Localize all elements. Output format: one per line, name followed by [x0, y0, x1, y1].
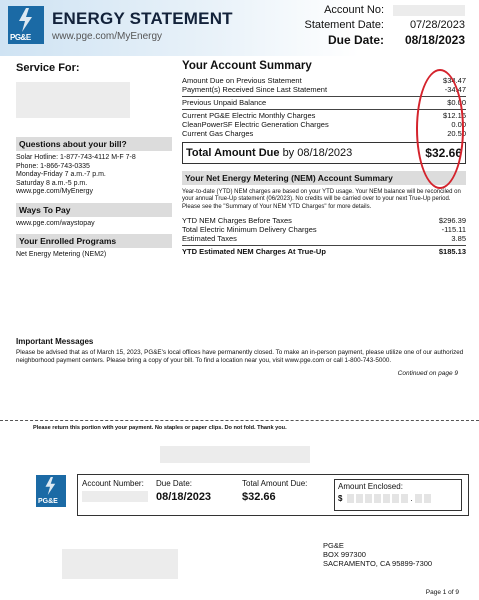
lightning-icon [16, 8, 34, 32]
nem-row-label: Total Electric Minimum Delivery Charges [182, 224, 317, 234]
return-note: Please return this portion with your payment. No staples or paper clips. Do not fold. Thank you. [33, 425, 287, 431]
stub-logo-text: PG&E [38, 498, 58, 505]
remit-address [323, 541, 432, 568]
digit-box[interactable] [424, 494, 431, 503]
contact-line: Solar Hotline: 1-877-743-4112 M-F 7-8 [16, 154, 136, 161]
mailing-address-redacted [62, 549, 178, 579]
account-number-row [289, 4, 465, 16]
summary-row-label: Current PG&E Electric Monthly Charges [182, 111, 316, 120]
divider [182, 245, 466, 246]
nem-row-label: Estimated Taxes [182, 233, 237, 243]
questions-header: Questions about your bill? [16, 137, 172, 151]
nem-total-row [182, 247, 466, 256]
digit-box[interactable] [347, 494, 354, 503]
header-url: www.pge.com/MyEnergy [52, 31, 163, 42]
stub-barcode-redacted [160, 446, 310, 463]
digit-box[interactable] [356, 494, 363, 503]
total-amount-due-value: $32.66 [425, 146, 462, 160]
programs-line: Net Energy Metering (NEM2) [16, 251, 107, 258]
summary-row-label: Previous Unpaid Balance [182, 98, 267, 107]
digit-box[interactable] [383, 494, 390, 503]
pge-logo [8, 6, 44, 44]
ways-to-pay-header: Ways To Pay [16, 203, 172, 217]
contact-link[interactable]: www.pge.com/MyEnergy [16, 188, 94, 195]
stub-account-number [82, 479, 148, 504]
digit-box[interactable] [392, 494, 399, 503]
amount-enclosed-digits[interactable] [338, 494, 458, 503]
programs-header: Your Enrolled Programs [16, 234, 172, 248]
nem-row [182, 225, 466, 234]
decimal-point: . [410, 494, 413, 503]
nem-total-amount: $185.13 [438, 246, 466, 256]
dollar-sign: $ [338, 494, 343, 503]
service-address-redacted [16, 82, 130, 118]
stub-pge-logo [36, 475, 66, 507]
continued-note: Continued on page 9 [397, 370, 458, 377]
nem-row-label: YTD NEM Charges Before Taxes [182, 215, 292, 225]
summary-row-label: Amount Due on Previous Statement [182, 76, 302, 85]
important-messages [16, 337, 464, 377]
digit-box[interactable] [415, 494, 422, 503]
nem-row-amount: $296.39 [438, 215, 466, 225]
red-annotation-ellipse [416, 69, 464, 189]
stub-account-number-label: Account Number: [82, 479, 144, 488]
nem-summary-header: Your Net Energy Metering (NEM) Account Summary [182, 171, 466, 185]
summary-title: Your Account Summary [182, 60, 312, 72]
amount-enclosed-label: Amount Enclosed: [338, 482, 403, 491]
nem-row [182, 234, 466, 243]
nem-description: Year-to-date (YTD) NEM charges are based on your YTD usage. Your NEM balance will be reconciled on your annual True-Up statement (06/2023). No credits will be carried over to your next True-Up period. Please see the "Summary of Your NEM YTD Charges" for more details. [182, 189, 461, 210]
digit-box[interactable] [401, 494, 408, 503]
remit-line: BOX 997300 [323, 550, 366, 559]
summary-row-amount: $34.47 [443, 76, 466, 85]
nem-total-label: YTD Estimated NEM Charges At True-Up [182, 246, 326, 256]
summary-row-label: CleanPowerSF Electric Generation Charges [182, 120, 329, 129]
nem-rows [182, 216, 466, 256]
stub-total-due [242, 479, 307, 503]
summary-row-amount: $12.16 [443, 111, 466, 120]
summary-row-label: Current Gas Charges [182, 129, 254, 138]
contact-line: Phone: 1-866-743-0335 [16, 162, 90, 170]
page-number: Page 1 of 9 [425, 589, 459, 596]
stub-due-date [156, 479, 211, 503]
statement-date-label: Statement Date: [304, 19, 384, 31]
summary-row-label: Payment(s) Received Since Last Statement [182, 85, 328, 94]
due-date-label: Due Date: [327, 33, 384, 47]
stub-due-date-label: Due Date: [156, 479, 193, 488]
stub-total-due-label: Total Amount Due: [242, 479, 308, 488]
stub-due-date-value: 08/18/2023 [156, 491, 212, 503]
summary-row-amount: 20.50 [447, 129, 466, 138]
stub-account-number-redacted [82, 491, 148, 502]
total-amount-due-label [186, 147, 352, 159]
nem-row-amount: -115.11 [441, 224, 466, 234]
due-date-row [289, 33, 465, 47]
statement-header [0, 0, 479, 56]
service-for-title: Service For: [16, 62, 80, 74]
total-label-text: Total Amount Due [186, 147, 280, 159]
digit-box[interactable] [365, 494, 372, 503]
nem-row [182, 216, 466, 225]
summary-row-amount: 0.00 [451, 120, 466, 129]
cut-line [0, 420, 479, 421]
contact-line: Saturday 8 a.m.-5 p.m. [16, 179, 88, 187]
statement-date-row [289, 19, 465, 31]
payment-stub [77, 474, 469, 516]
account-number-redacted [393, 5, 465, 16]
nem-row-amount: 3.85 [451, 233, 466, 243]
summary-row-amount: $0.00 [447, 98, 466, 107]
due-date-value: 08/18/2023 [404, 33, 465, 47]
digit-box[interactable] [374, 494, 381, 503]
questions-contact [16, 154, 172, 197]
statement-date-value: 07/28/2023 [409, 19, 465, 31]
summary-row-amount: -34.47 [444, 85, 466, 94]
total-by-date: by 08/18/2023 [282, 147, 353, 159]
contact-line: Monday-Friday 7 a.m.-7 p.m. [16, 171, 106, 178]
lightning-icon [43, 477, 57, 495]
logo-text: PG&E [10, 33, 31, 42]
messages-body: Please be advised that as of March 15, 2023, PG&E's local offices have permanently closed. To make an in-person payment, please utilize one of our authorized neighborhood payment centers. Please bring a copy of your bill. To find a location near you, visit www.pge.com or call 1-800-743-5000. [16, 349, 464, 364]
stub-total-due-value: $32.66 [242, 491, 276, 503]
amount-enclosed-field[interactable] [334, 479, 462, 511]
remit-line: PG&E [323, 541, 344, 550]
messages-title: Important Messages [16, 337, 94, 346]
page-title: ENERGY STATEMENT [52, 9, 233, 28]
left-column [16, 62, 172, 260]
account-number-label: Account No: [324, 4, 384, 16]
remit-line: SACRAMENTO, CA 95899-7300 [323, 559, 433, 568]
ways-to-pay-link[interactable]: www.pge.com/waystopay [16, 219, 95, 227]
